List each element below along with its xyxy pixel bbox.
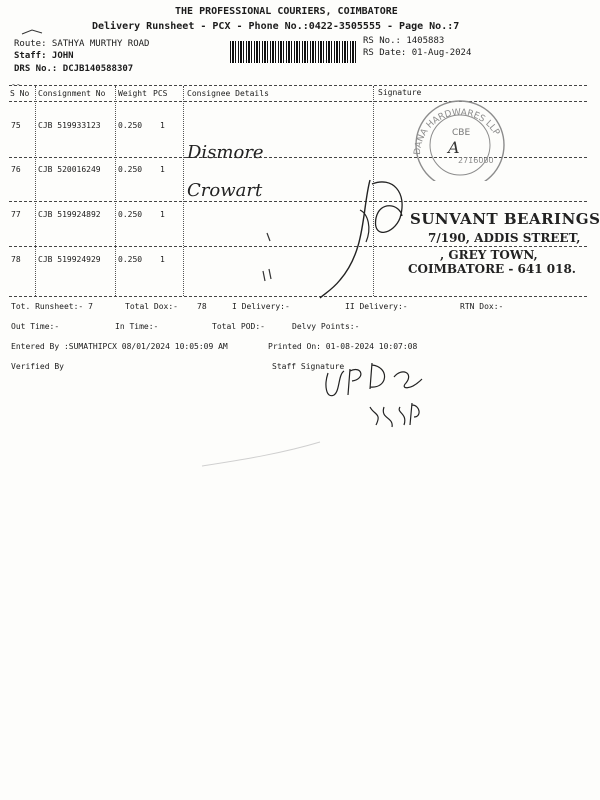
drs-value: DCJB140588307 [62,64,134,74]
row-weight: 0.250 [118,210,143,219]
entered-by: Entered By :SUMATHIPCX 08/01/2024 10:05:09 AM [11,342,228,351]
col-header-consignee: Consignee Details [187,89,269,98]
bleed-through-mark [200,440,330,470]
row-pcs: 1 [160,210,165,219]
ii-delivery: II Delivery:- [345,302,408,311]
col-divider [183,86,184,296]
staff-signature [310,355,450,435]
barcode-image [230,41,356,63]
company-seal [398,95,520,181]
rtn-dox: RTN Dox:- [460,302,504,311]
col-header-signature: Signature [378,88,422,97]
row-sno: 76 [11,165,21,174]
row-consignment: CJB 520016249 [38,165,101,174]
stamp-line2: 7/190, ADDIS STREET, [428,231,581,245]
seal-text: DANA HARDWARES LLP [412,107,502,156]
company-title: THE PROFESSIONAL COURIERS, COIMBATORE [175,6,398,17]
col-divider [115,86,116,296]
in-time: In Time:- [115,322,159,331]
seal-initial: A [448,138,460,157]
row-consignment: CJB 519924892 [38,210,101,219]
row-weight: 0.250 [118,165,143,174]
total-dox-label: Total Dox:- [125,302,178,311]
staff-signature-label: Staff Signature [272,362,345,371]
stamp-line3: , GREY TOWN, [440,248,538,262]
row-weight: 0.250 [118,121,143,130]
table-top-rule [9,85,587,86]
row-rule [9,246,587,247]
col-header-weight: Weight [118,89,147,98]
total-pod: Total POD:- [212,322,265,331]
rs-date: RS Date: 01-Aug-2024 [363,48,472,58]
row-sno: 75 [11,121,21,130]
handwriting-row77: Crowart [187,180,263,201]
col-header-consignment: Consignment No [38,89,106,98]
handwriting-consignee [185,136,315,206]
pen-mark-icon [20,26,50,38]
row-sno: 78 [11,255,21,264]
handwriting-row76: Dismore [187,142,264,163]
total-dox-value: 78 [197,302,207,311]
route-label: Route: SATHYA MURTHY ROAD [14,39,150,49]
row-consignment: CJB 519933123 [38,121,101,130]
table-bottom-rule [9,296,587,297]
staff-label: Staff: JOHN [14,51,74,61]
row-pcs: 1 [160,121,165,130]
stamp-line4: COIMBATORE - 641 018. [408,262,576,276]
out-time: Out Time:- [11,322,60,331]
rs-number: RS No.: 1405883 [363,36,445,46]
row-consignment: CJB 519924929 [38,255,101,264]
col-header-sno: S No [10,89,30,98]
i-delivery: I Delivery:- [232,302,290,311]
col-divider [35,86,36,296]
row-sno: 77 [11,210,21,219]
row-weight: 0.250 [118,255,143,264]
row-pcs: 1 [160,255,165,264]
pen-tick-marks [255,225,295,285]
row-pcs: 1 [160,165,165,174]
printed-on: Printed On: 01-08-2024 10:07:08 [268,342,418,351]
margin-mark: -- [11,80,21,89]
seal-number: 2716000 [458,156,494,165]
col-header-pcs: PCS [153,89,168,98]
seal-center: CBE [452,128,471,138]
drs-number [14,64,133,74]
drs-label: DRS No.: [14,64,58,74]
runsheet-subtitle: Delivery Runsheet - PCX - Phone No.:0422-3505555 - Page No.:7 [92,21,460,32]
delivery-signature [310,170,420,305]
total-runsheet: Tot. Runsheet:- 7 [11,302,93,311]
delvy-points: Delvy Points:- [292,322,360,331]
verified-by: Verified By [11,362,64,371]
stamp-line1: SUNVANT BEARINGS [410,210,600,228]
